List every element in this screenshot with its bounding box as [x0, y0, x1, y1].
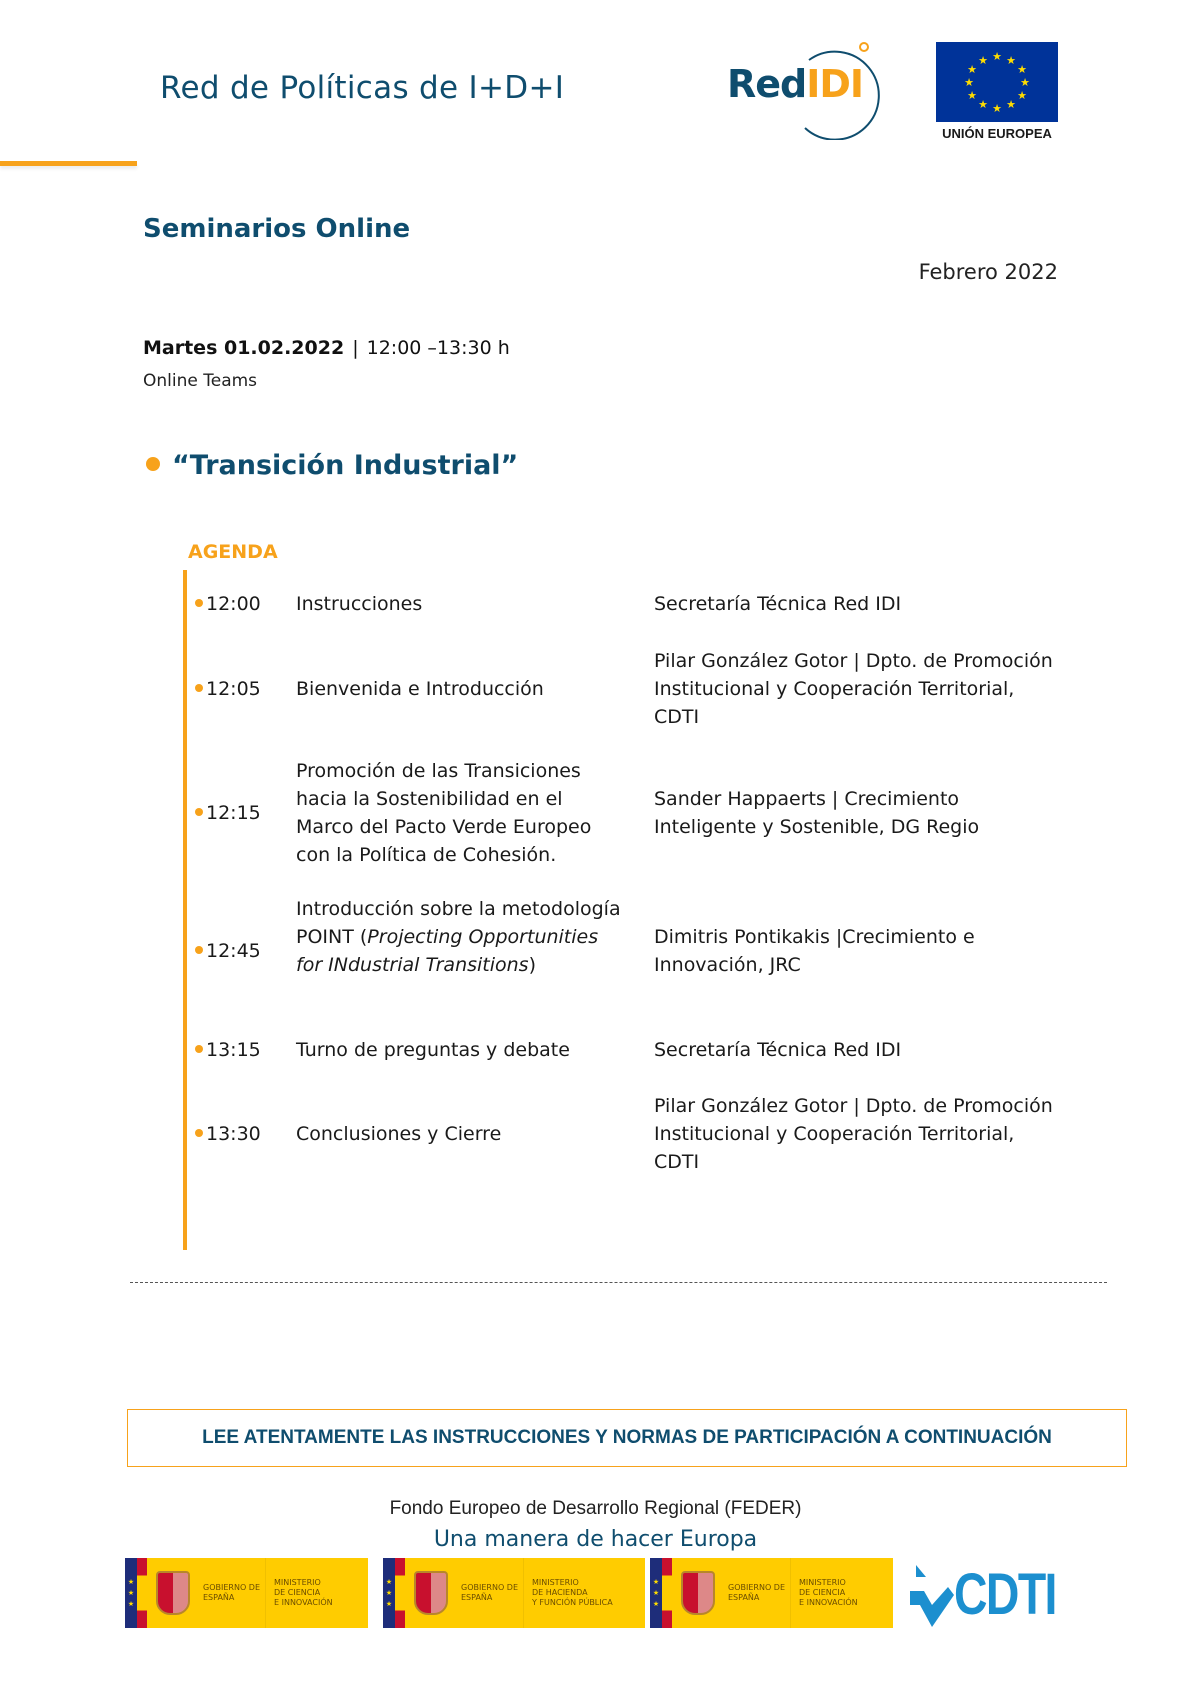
agenda-activity: Instrucciones: [296, 593, 423, 615]
notice-text: LEE ATENTAMENTE LAS INSTRUCCIONES Y NORMAS DE PARTICIPACIÓN A CONTINUACIÓN: [202, 1427, 1052, 1448]
gov-logo-ciencia: [125, 1558, 368, 1628]
eu-label: UNIÓN EUROPEA: [942, 126, 1052, 141]
agenda-speaker: Dimitris Pontikakis |Crecimiento e Innovación, JRC: [654, 926, 975, 976]
section-divider: [130, 1282, 1107, 1283]
event-time: 12:00 –13:30 h: [366, 337, 510, 359]
event-datetime: [143, 337, 510, 359]
timeline-dot-icon: [195, 808, 203, 816]
agenda-speaker: Pilar González Gotor | Dpto. de Promoción Institucional y Cooperación Territorial, CDTI: [654, 1095, 1053, 1173]
svg-text:★: ★: [992, 102, 1002, 115]
agenda-speaker: Secretaría Técnica Red IDI: [654, 593, 902, 615]
agenda-speaker: Secretaría Técnica Red IDI: [654, 1039, 902, 1061]
gov-logo-ciencia-2: [650, 1558, 893, 1628]
timeline-dot-icon: [195, 946, 203, 954]
spain-flag-icon: [395, 1558, 405, 1628]
agenda-activity: Bienvenida e Introducción: [296, 678, 544, 700]
cdti-check-icon: [910, 1565, 954, 1625]
svg-text:★: ★: [967, 89, 977, 102]
topic-text: “Transición Industrial”: [172, 450, 519, 481]
eu-stars-icon: ★ ★ ★: [383, 1558, 395, 1628]
svg-text:★: ★: [1017, 63, 1027, 76]
seminar-topic: [146, 450, 518, 481]
event-separator: |: [352, 337, 359, 359]
agenda-speaker: Pilar González Gotor | Dpto. de Promoción Institucional y Cooperación Territorial, CDTI: [654, 650, 1053, 728]
eu-stars-icon: ★ ★ ★: [125, 1558, 137, 1628]
agenda-time: 13:15: [206, 1039, 261, 1061]
bullet-icon: [146, 457, 160, 471]
agenda-timeline-bar: [183, 570, 187, 1250]
event-date: Martes 01.02.2022: [143, 337, 345, 359]
spain-flag-icon: [137, 1558, 147, 1628]
eu-stars-icon: ★ ★ ★: [650, 1558, 662, 1628]
svg-text:★: ★: [964, 76, 974, 89]
redidi-logo: [727, 40, 907, 140]
eu-flag-icon: [936, 42, 1058, 122]
agenda-time: 12:15: [206, 802, 261, 824]
svg-text:★: ★: [1006, 54, 1016, 67]
coat-of-arms-icon: [681, 1571, 715, 1615]
redidi-logo-red: Red: [727, 62, 807, 106]
timeline-dot-icon: [195, 599, 203, 607]
agenda-time: 12:00: [206, 593, 261, 615]
gov-label: GOBIERNO DE ESPAÑA: [728, 1583, 785, 1602]
ministry-label: MINISTERIO DE HACIENDA Y FUNCIÓN PÚBLICA: [523, 1558, 645, 1628]
gov-label: GOBIERNO DE ESPAÑA: [203, 1583, 260, 1602]
ministry-label: MINISTERIO DE CIENCIA E INNOVACIÓN: [790, 1558, 893, 1628]
agenda-activity: Turno de preguntas y debate: [296, 1039, 570, 1061]
svg-text:★: ★: [1006, 98, 1016, 111]
coat-of-arms-icon: [414, 1571, 448, 1615]
redidi-logo-idi: IDI: [806, 62, 864, 106]
coat-of-arms-icon: [156, 1571, 190, 1615]
network-title: Red de Políticas de I+D+I: [160, 70, 565, 106]
eu-logo: [936, 42, 1058, 142]
agenda-activity: Conclusiones y Cierre: [296, 1123, 502, 1145]
svg-text:★: ★: [978, 98, 988, 111]
agenda-time: 13:30: [206, 1123, 261, 1145]
section-title: Seminarios Online: [143, 214, 411, 244]
svg-text:★: ★: [967, 63, 977, 76]
feder-fund-label: Fondo Europeo de Desarrollo Regional (FEDER): [389, 1498, 802, 1519]
header-accent-bar: [0, 161, 137, 166]
participation-notice: [127, 1409, 1127, 1467]
agenda-activity: Introducción sobre la metodología POINT (Projecting Opportunities for INdustrial Transitions): [296, 898, 621, 976]
svg-text:★: ★: [978, 54, 988, 67]
eu-motto: Una manera de hacer Europa: [433, 1527, 758, 1552]
svg-text:★: ★: [992, 50, 1002, 63]
svg-text:★: ★: [1017, 89, 1027, 102]
cdti-wordmark: CDTI: [954, 1562, 1056, 1627]
timeline-dot-icon: [195, 684, 203, 692]
agenda-speaker: Sander Happaerts | Crecimiento Inteligente y Sostenible, DG Regio: [654, 788, 980, 838]
svg-text:★: ★: [1020, 76, 1030, 89]
agenda-time: 12:45: [206, 940, 261, 962]
cdti-logo: [910, 1560, 1070, 1630]
timeline-dot-icon: [195, 1045, 203, 1053]
event-location: Online Teams: [143, 371, 258, 391]
agenda-time: 12:05: [206, 678, 261, 700]
spain-flag-icon: [662, 1558, 672, 1628]
timeline-dot-icon: [195, 1129, 203, 1137]
publication-date: Febrero 2022: [918, 260, 1058, 284]
ministry-label: MINISTERIO DE CIENCIA E INNOVACIÓN: [265, 1558, 368, 1628]
agenda-activity: Promoción de las Transiciones hacia la Sostenibilidad en el Marco del Pacto Verde Europeo con la Política de Cohesión.: [296, 760, 592, 866]
gov-label: GOBIERNO DE ESPAÑA: [461, 1583, 518, 1602]
agenda-heading: AGENDA: [188, 541, 278, 563]
gov-logo-hacienda: [383, 1558, 645, 1628]
